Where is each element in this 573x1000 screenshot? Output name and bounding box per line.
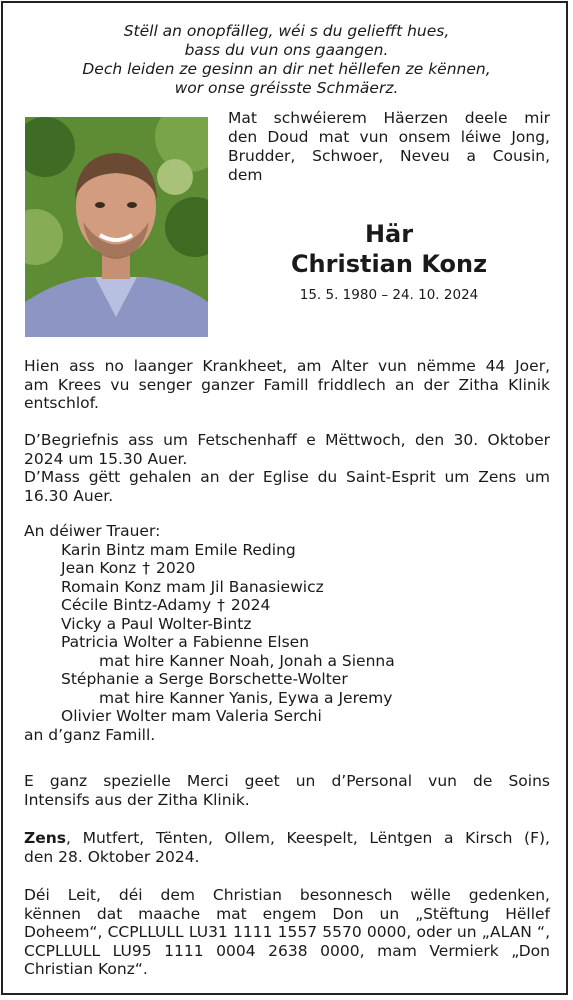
text-line: Christian Konz“. [24,960,148,979]
mourner-entry: Stéphanie a Serge Borschette-Wolter [61,670,348,688]
place-date-paragraph [24,829,550,866]
poem-line: Stëll an onopfälleg, wéi s du geliefft hues, [123,22,450,40]
intro-line: den Doud mat vun onsem léiwe Jong, [228,128,550,146]
text-line: E ganz spezielle Merci geet un d’Personal vun de Soins [24,772,550,790]
mourner-entry: Vicky a Paul Wolter-Bintz [61,614,252,633]
mourner-name: Cécile Bintz-Adamy [61,596,212,614]
portrait-photo [25,117,208,337]
funeral-paragraph [24,431,550,505]
poem [0,22,573,98]
poem-line: bass du vun ons gaangen. [184,41,389,59]
poem-line: Dech leiden ze gesinn an dir net hëllefen ze kënnen, [82,60,491,78]
text-line: D’Mass gëtt gehalen an der Eglise du Saint-Esprit um Zens um [24,468,550,487]
intro-line: Brudder, Schwoer, Neveu a Cousin, [228,147,550,165]
text-line: D’Begriefnis ass um Fetschenhaff e Mëttwoch, den 30. Oktober [24,431,550,449]
intro-line: Mat schwéierem Häerzen deele mir [228,109,550,127]
text-line: entschlof. [24,394,99,413]
mourner-entry: Romain Konz mam Jil Banasiewicz [61,577,324,596]
text-line: kënnen dat maache mat engem Don un „Stëftung Hëllef [24,904,550,923]
mourner-entry [24,596,550,615]
intro-line: dem [228,166,263,184]
text-line: Doheem“, CCPLLULL LU31 1111 1557 5570 0000, oder un „ALAN “, [24,923,550,942]
mourners-heading: An déiwer Trauer: [24,522,161,540]
text-line: 16.30 Auer. [24,486,114,505]
mourner-children: mat hire Kanner Noah, Jonah a Sienna [99,651,395,670]
text-line: den 28. Oktober 2024. [24,847,200,866]
donation-paragraph [24,886,550,979]
mourner-children: mat hire Kanner Yanis, Eywa a Jeremy [99,688,393,707]
cross-symbol: † [142,559,150,577]
text-line: CCPLLULL LU95 1111 0004 2638 0000, mam Vermierk „Don [24,941,550,960]
honorific: Här [364,220,414,248]
text-line: 2024 um 15.30 Auer. [24,449,188,468]
place-list: , Mutfert, Tënten, Ollem, Keespelt, Lëntgen a Kirsch (F), [66,829,550,847]
thanks-paragraph [24,772,550,809]
mourners-footer: an d’ganz Famill. [24,725,156,744]
mourners-list [24,522,550,744]
text-line: Intensifs aus der Zitha Klinik. [24,790,250,809]
mourner-entry: Olivier Wolter mam Valeria Serchi [61,707,322,725]
text-line: Déi Leit, déi dem Christian besonnesch wëlle gedenken, [24,886,550,904]
text-line [24,829,550,848]
poem-line: wor onse gréisste Schmäerz. [174,79,399,97]
text-line: am Krees vu senger ganzer Famill friddlech an der Zitha Klinik [24,375,550,394]
announcement-intro [228,109,550,185]
text-line: Hien ass no laanger Krankheet, am Alter vun nëmme 44 Joer, [24,357,550,375]
mourner-entry: Karin Bintz mam Emile Reding [61,540,296,559]
place-name: Zens [24,829,67,847]
death-year: 2024 [230,596,271,614]
cross-symbol: † [217,596,225,614]
deceased-name: Christian Konz [290,250,488,278]
mourner-entry: Patricia Wolter a Fabienne Elsen [61,633,310,651]
passing-paragraph [24,357,550,413]
mourner-name: Jean Konz [61,559,137,577]
mourner-entry [24,559,550,578]
death-year: 2020 [155,559,196,577]
life-dates: 15. 5. 1980 – 24. 10. 2024 [299,287,479,303]
